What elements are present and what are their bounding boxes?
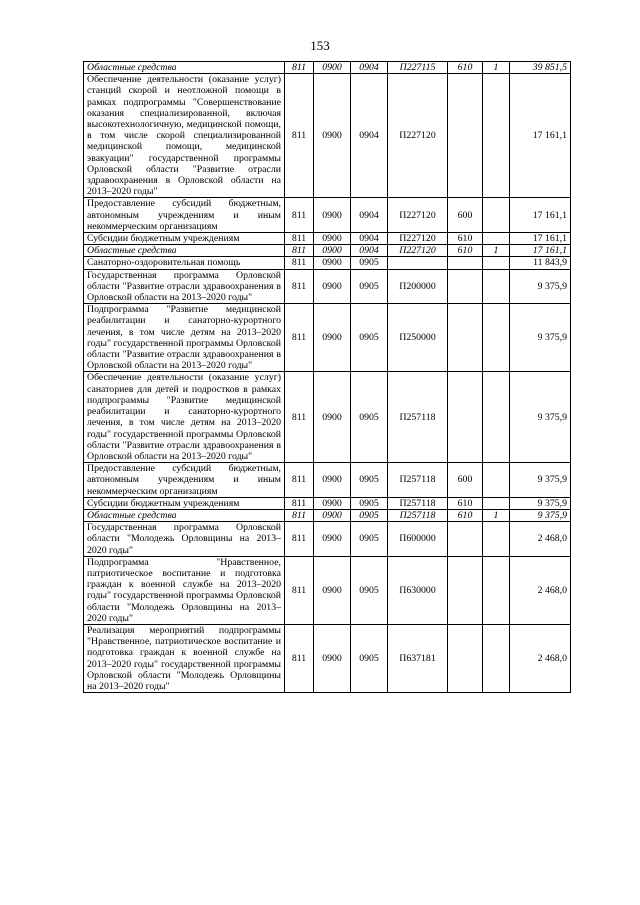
table-row (84, 62, 571, 74)
row-amount: 39 851,5 (510, 62, 571, 74)
row-funding-source-code (483, 522, 510, 557)
row-expense-type-code: 600 (448, 463, 483, 498)
row-funding-source-code (483, 556, 510, 624)
row-subsection-code: 0905 (351, 556, 388, 624)
row-expense-type-code: 610 (448, 497, 483, 509)
row-section-code: 0900 (314, 372, 351, 463)
row-name: Обеспечение деятельности (оказание услуг) станций скорой и неотложной помощи в рамках подпрограммы "Совершенствование оказания специализированной, включая высокотехнологичную, медицинской помощи, в том числе скорой специализированной медицинской помощи, медицинской эвакуации" государственной программы Орловской области "Развитие отрасли здравоохранения в Орловской области на 2013–2020 годы" (84, 74, 285, 198)
row-section-code: 0900 (314, 463, 351, 498)
row-funding-source-code (483, 198, 510, 233)
row-funding-source-code (483, 233, 510, 245)
row-name: Обеспечение деятельности (оказание услуг) санаториев для детей и подростков в рамках подпрограммы "Развитие медицинской реабилитации и санаторно-курортного лечения, в том числе детям на 2013–2020 годы" государственной программы Орловской области "Развитие отрасли здравоохранения в Орловской области на 2013–2020 годы" (84, 372, 285, 463)
row-expense-type-code: 610 (448, 245, 483, 257)
row-department-code: 811 (285, 233, 314, 245)
row-subsection-code: 0905 (351, 497, 388, 509)
table-row (84, 497, 571, 509)
row-section-code: 0900 (314, 509, 351, 521)
table-body (84, 62, 571, 693)
table-row (84, 304, 571, 372)
row-amount: 2 468,0 (510, 556, 571, 624)
row-subsection-code: 0904 (351, 74, 388, 198)
row-expense-type-code: 610 (448, 509, 483, 521)
row-expense-type-code: 610 (448, 62, 483, 74)
row-amount: 11 843,9 (510, 257, 571, 269)
row-expense-type-code: 610 (448, 233, 483, 245)
row-section-code: 0900 (314, 62, 351, 74)
row-name: Реализация мероприятий подпрограммы "Нравственное, патриотическое воспитание и подготовка граждан к военной службе на 2013–2020 годы" государственной программы Орловской области "Молодежь Орловщины на 2013–2020 годы" (84, 624, 285, 692)
row-subsection-code: 0905 (351, 624, 388, 692)
row-target-article-code: П630000 (388, 556, 448, 624)
row-department-code: 811 (285, 304, 314, 372)
table-row (84, 74, 571, 198)
row-amount: 9 375,9 (510, 463, 571, 498)
table-row (84, 522, 571, 557)
row-funding-source-code: 1 (483, 62, 510, 74)
row-subsection-code: 0905 (351, 522, 388, 557)
table-row (84, 245, 571, 257)
row-subsection-code: 0905 (351, 257, 388, 269)
row-target-article-code: П257118 (388, 372, 448, 463)
row-department-code: 811 (285, 257, 314, 269)
row-department-code: 811 (285, 556, 314, 624)
row-department-code: 811 (285, 269, 314, 304)
row-target-article-code: П200000 (388, 269, 448, 304)
row-name: Предоставление субсидий бюджетным, автономным учреждениям и иным некоммерческим организациям (84, 198, 285, 233)
row-funding-source-code (483, 74, 510, 198)
row-name: Подпрограмма "Нравственное, патриотическое воспитание и подготовка граждан к военной службе на 2013–2020 годы" государственной программы Орловской области "Молодежь Орловщины на 2013–2020 годы" (84, 556, 285, 624)
row-section-code: 0900 (314, 497, 351, 509)
row-expense-type-code (448, 624, 483, 692)
row-amount: 9 375,9 (510, 497, 571, 509)
row-expense-type-code (448, 269, 483, 304)
budget-table (83, 61, 571, 693)
row-target-article-code: П227115 (388, 62, 448, 74)
row-amount: 2 468,0 (510, 522, 571, 557)
row-target-article-code: П227120 (388, 233, 448, 245)
row-subsection-code: 0905 (351, 463, 388, 498)
row-department-code: 811 (285, 463, 314, 498)
row-funding-source-code (483, 257, 510, 269)
row-section-code: 0900 (314, 304, 351, 372)
table-row (84, 257, 571, 269)
row-funding-source-code (483, 269, 510, 304)
row-subsection-code: 0905 (351, 269, 388, 304)
row-department-code: 811 (285, 372, 314, 463)
row-expense-type-code (448, 257, 483, 269)
row-target-article-code: П227120 (388, 245, 448, 257)
row-amount: 2 468,0 (510, 624, 571, 692)
table-row (84, 233, 571, 245)
row-subsection-code: 0904 (351, 233, 388, 245)
row-expense-type-code: 600 (448, 198, 483, 233)
table-row (84, 198, 571, 233)
row-department-code: 811 (285, 74, 314, 198)
row-target-article-code: П227120 (388, 198, 448, 233)
row-funding-source-code (483, 372, 510, 463)
table-row (84, 509, 571, 521)
row-expense-type-code (448, 372, 483, 463)
row-target-article-code: П257118 (388, 497, 448, 509)
row-name: Государственная программа Орловской области "Развитие отрасли здравоохранения в Орловской области на 2013–2020 годы" (84, 269, 285, 304)
row-amount: 17 161,1 (510, 198, 571, 233)
row-target-article-code: П227120 (388, 74, 448, 198)
table-row (84, 372, 571, 463)
row-department-code: 811 (285, 62, 314, 74)
row-department-code: 811 (285, 198, 314, 233)
row-amount: 17 161,1 (510, 74, 571, 198)
row-name: Областные средства (84, 509, 285, 521)
row-section-code: 0900 (314, 269, 351, 304)
row-subsection-code: 0905 (351, 509, 388, 521)
row-department-code: 811 (285, 522, 314, 557)
row-expense-type-code (448, 304, 483, 372)
row-amount: 9 375,9 (510, 304, 571, 372)
row-subsection-code: 0904 (351, 62, 388, 74)
row-amount: 17 161,1 (510, 233, 571, 245)
row-section-code: 0900 (314, 257, 351, 269)
row-funding-source-code: 1 (483, 509, 510, 521)
row-target-article-code: П257118 (388, 463, 448, 498)
row-funding-source-code (483, 463, 510, 498)
row-section-code: 0900 (314, 233, 351, 245)
table-row (84, 556, 571, 624)
row-name: Предоставление субсидий бюджетным, автономным учреждениям и иным некоммерческим организациям (84, 463, 285, 498)
row-funding-source-code: 1 (483, 245, 510, 257)
row-section-code: 0900 (314, 245, 351, 257)
row-target-article-code: П637181 (388, 624, 448, 692)
row-subsection-code: 0904 (351, 198, 388, 233)
row-section-code: 0900 (314, 74, 351, 198)
row-amount: 9 375,9 (510, 372, 571, 463)
row-funding-source-code (483, 497, 510, 509)
row-section-code: 0900 (314, 624, 351, 692)
row-name: Областные средства (84, 62, 285, 74)
row-department-code: 811 (285, 624, 314, 692)
row-section-code: 0900 (314, 522, 351, 557)
table-row (84, 269, 571, 304)
row-department-code: 811 (285, 509, 314, 521)
row-name: Государственная программа Орловской области "Молодежь Орловщины на 2013–2020 годы" (84, 522, 285, 557)
row-target-article-code: П600000 (388, 522, 448, 557)
row-subsection-code: 0905 (351, 372, 388, 463)
row-expense-type-code (448, 74, 483, 198)
row-section-code: 0900 (314, 198, 351, 233)
row-amount: 9 375,9 (510, 509, 571, 521)
table-row (84, 463, 571, 498)
row-subsection-code: 0904 (351, 245, 388, 257)
row-target-article-code: П250000 (388, 304, 448, 372)
row-amount: 9 375,9 (510, 269, 571, 304)
row-expense-type-code (448, 556, 483, 624)
page-number: 153 (310, 38, 330, 53)
row-expense-type-code (448, 522, 483, 557)
row-name: Субсидии бюджетным учреждениям (84, 497, 285, 509)
row-subsection-code: 0905 (351, 304, 388, 372)
row-name: Областные средства (84, 245, 285, 257)
row-name: Субсидии бюджетным учреждениям (84, 233, 285, 245)
row-name: Подпрограмма "Развитие медицинской реабилитации и санаторно-курортного лечения, в том числе детям на 2013–2020 годы" государственной программы Орловской области "Развитие отрасли здравоохранения в Орловской области на 2013–2020 годы" (84, 304, 285, 372)
row-department-code: 811 (285, 245, 314, 257)
row-department-code: 811 (285, 497, 314, 509)
row-target-article-code: П257118 (388, 509, 448, 521)
row-section-code: 0900 (314, 556, 351, 624)
row-name: Санаторно-оздоровительная помощь (84, 257, 285, 269)
row-target-article-code (388, 257, 448, 269)
table-row (84, 624, 571, 692)
row-funding-source-code (483, 304, 510, 372)
row-funding-source-code (483, 624, 510, 692)
row-amount: 17 161,1 (510, 245, 571, 257)
